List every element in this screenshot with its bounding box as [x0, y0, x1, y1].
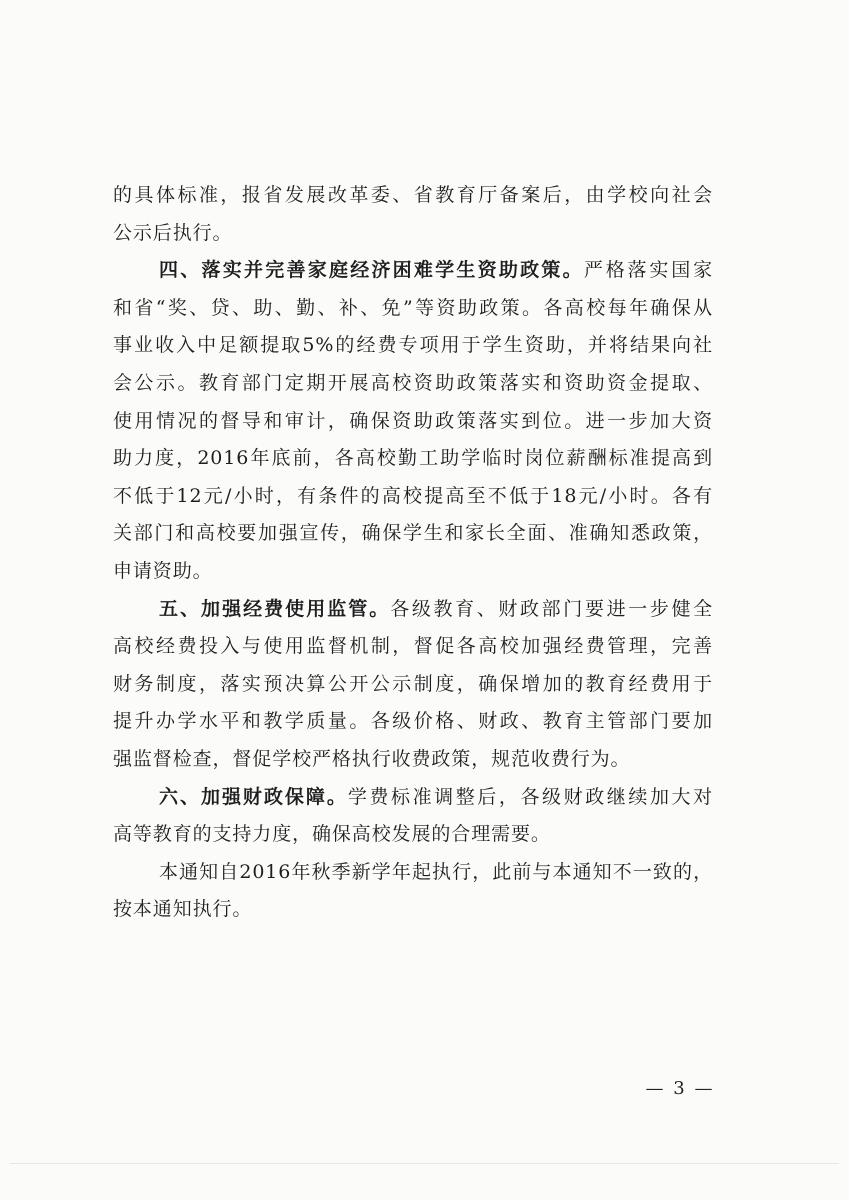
text-line: 高等教育的支持力度，确保高校发展的合理需要。 — [113, 823, 551, 846]
text-line: 会公示。教育部门定期开展高校资助政策落实和资助资金提取、 — [113, 371, 713, 394]
text-line: 不低于12元/小时，有条件的高校提高至不低于18元/小时。各有 — [113, 484, 713, 507]
text-line: 的具体标准，报省发展改革委、省教育厅备案后，由学校向社会 — [113, 184, 713, 206]
effective-date-line: 本通知自2016年秋季新学年起执行，此前与本通知不一致的， — [159, 860, 713, 883]
text-line: 提升办学水平和教学质量。各级价格、财政、教育主管部门要加 — [113, 710, 713, 733]
section-five-heading: 五、加强经费使用监管。 — [159, 597, 391, 620]
text-line: 高校经费投入与使用监督机制，督促各高校加强经费管理，完善 — [113, 635, 713, 658]
text-line: 公示后执行。 — [113, 221, 233, 244]
section-four-first-line — [113, 252, 713, 290]
text-line: 财务制度，落实预决算公开公示制度，确保增加的教育经费用于 — [113, 672, 713, 695]
section-six-first-line — [113, 779, 713, 817]
section-five-text: 各级教育、财政部门要进一步健全 — [390, 597, 713, 620]
text-line: 助力度，2016年底前，各高校勤工助学临时岗位薪酬标准提高到 — [113, 447, 713, 470]
text-line: 事业收入中足额提取5%的经费专项用于学生资助，并将结果向社 — [113, 334, 713, 357]
section-four-heading: 四、落实并完善家庭经济困难学生资助政策。 — [159, 259, 584, 282]
section-five-first-line — [113, 591, 713, 629]
page-number: — 3 — — [645, 1078, 715, 1099]
section-six-heading: 六、加强财政保障。 — [159, 785, 348, 808]
section-six-text: 学费标准调整后，各级财政继续加大对 — [347, 785, 713, 808]
section-four-text: 严格落实国家 — [583, 259, 713, 282]
text-line: 关部门和高校要加强宣传，确保学生和家长全面、准确知悉政策， — [113, 522, 713, 545]
text-line: 和省“奖、贷、助、勤、补、免”等资助政策。各高校每年确保从 — [113, 296, 713, 319]
text-line: 按本通知执行。 — [113, 898, 253, 921]
text-line: 强监督检查，督促学校严格执行收费政策，规范收费行为。 — [113, 747, 631, 770]
document-body — [113, 177, 713, 929]
text-line: 使用情况的督导和审计，确保资助政策落实到位。进一步加大资 — [113, 409, 713, 432]
page-edge-divider — [10, 1163, 839, 1164]
text-line: 申请资助。 — [113, 559, 213, 582]
